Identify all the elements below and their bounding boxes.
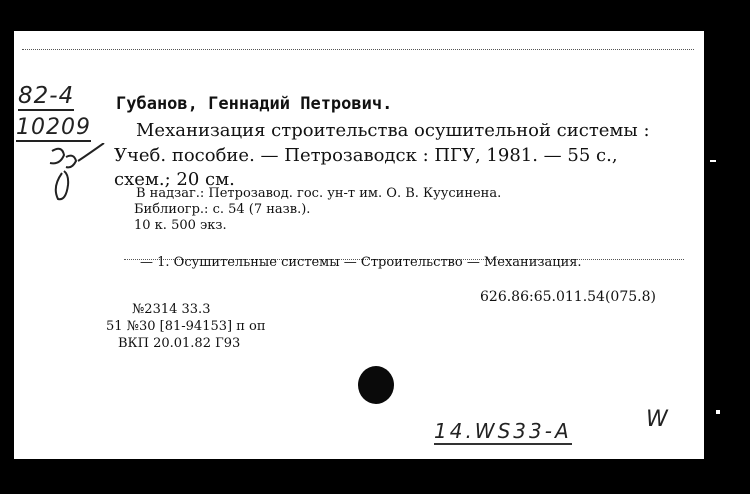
service-line-3: ВКП 20.01.82 Г93 bbox=[118, 336, 241, 351]
handwritten-bottom-note: 14.WS33-A bbox=[434, 419, 572, 443]
handwritten-call-number-bottom: 10209 bbox=[16, 115, 91, 140]
price-line: 10 к. 500 экз. bbox=[134, 218, 227, 233]
title-line-1: Механизация строительства осушительной системы : bbox=[136, 120, 650, 141]
note-line-2: Библиогр.: с. 54 (7 назв.). bbox=[134, 202, 311, 217]
subject-headings: — 1. Осушительные системы — Строительство — Механизация. bbox=[140, 255, 582, 270]
scan-fleck bbox=[710, 160, 716, 162]
catalog-card bbox=[14, 31, 704, 459]
handwritten-initials bbox=[42, 143, 112, 205]
service-line-2: 51 №30 [81-94153] п оп bbox=[106, 319, 266, 334]
handwritten-call-number-top: 82-4 bbox=[18, 83, 75, 109]
scan-fleck bbox=[716, 410, 720, 414]
author-heading: Губанов, Геннадий Петрович. bbox=[116, 94, 393, 114]
handwritten-bottom-right-mark: W bbox=[646, 407, 668, 432]
title-line-2: Учеб. пособие. — Петрозаводск : ПГУ, 1981. — 55 с., bbox=[114, 145, 618, 166]
service-line-1: №2314 33.3 bbox=[132, 302, 211, 317]
punch-hole bbox=[358, 366, 394, 404]
title-line-3: схем.; 20 см. bbox=[114, 169, 235, 190]
ruled-line-top bbox=[22, 49, 694, 50]
scan-edge-left bbox=[0, 0, 14, 494]
classification-index: 626.86:65.011.54(075.8) bbox=[480, 289, 656, 305]
note-line-1: В надзаг.: Петрозавод. гос. ун-т им. О. В. Куусинена. bbox=[136, 186, 502, 201]
